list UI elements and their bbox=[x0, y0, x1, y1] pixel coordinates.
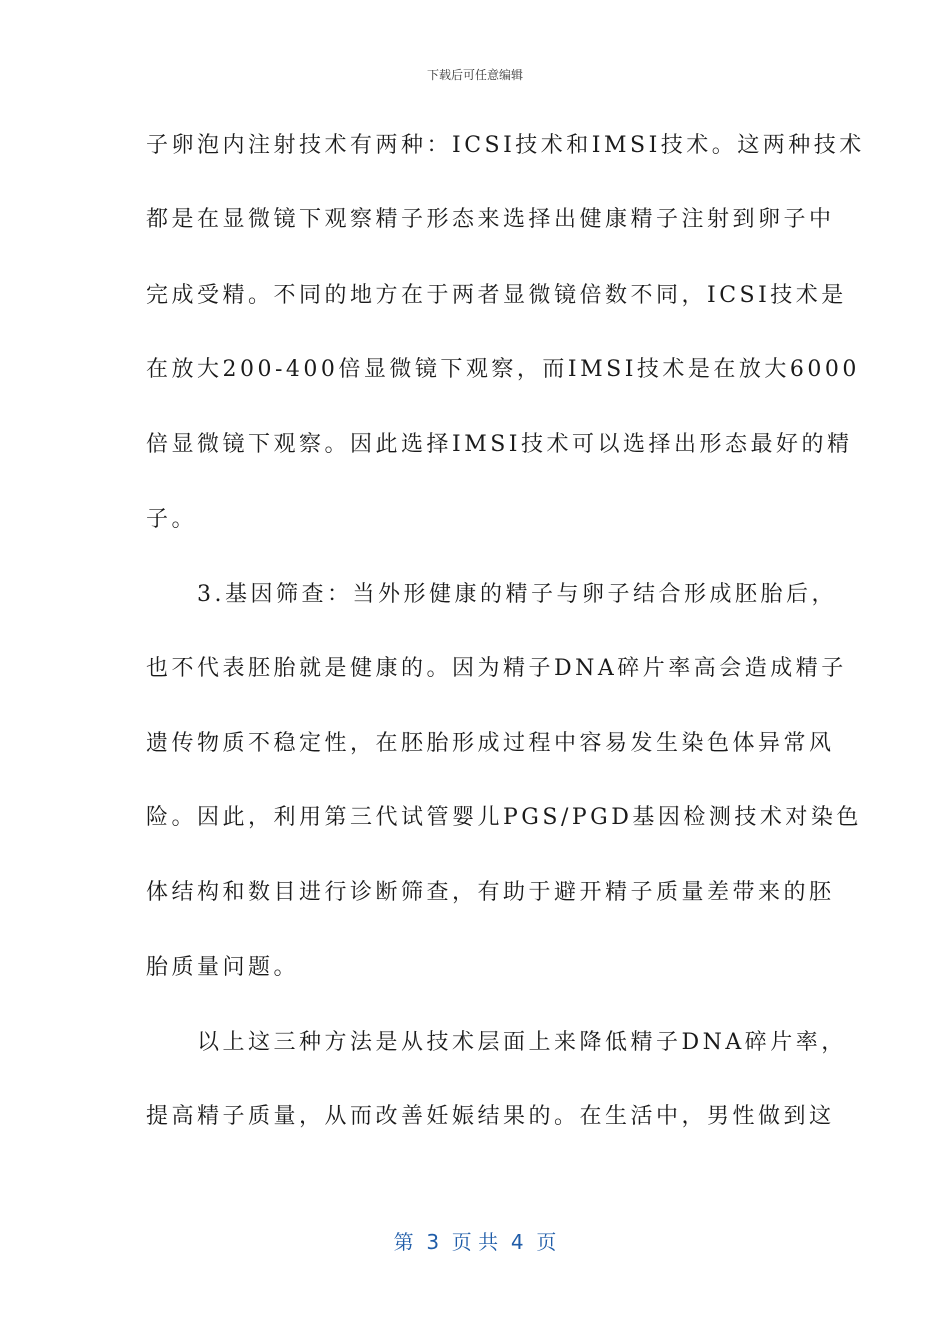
text-line: 都是在显微镜下观察精子形态来选择出健康精子注射到卵子中 bbox=[146, 207, 835, 232]
text-line: 体结构和数目进行诊断筛查，有助于避开精子质量差带来的胚 bbox=[146, 880, 835, 905]
text-line: 险。因此，利用第三代试管婴儿PGS/PGD基因检测技术对染色 bbox=[146, 805, 862, 830]
text-line: 3.基因筛查：当外形健康的精子与卵子结合形成胚胎后， bbox=[146, 582, 837, 607]
text-line: 倍显微镜下观察。因此选择IMSI技术可以选择出形态最好的精 bbox=[146, 432, 853, 457]
text-line: 完成受精。不同的地方在于两者显微镜倍数不同，ICSI技术是 bbox=[146, 283, 847, 308]
text-line: 胎质量问题。 bbox=[146, 955, 300, 980]
text-line: 以上这三种方法是从技术层面上来降低精子DNA碎片率， bbox=[146, 1030, 847, 1055]
page-header: 下载后可任意编辑 bbox=[426, 68, 523, 82]
text-line: 遗传物质不稳定性，在胚胎形成过程中容易发生染色体异常风 bbox=[146, 731, 835, 756]
text-line: 提高精子质量，从而改善妊娠结果的。在生活中，男性做到这 bbox=[146, 1104, 835, 1129]
text-line: 在放大200-400倍显微镜下观察，而IMSI技术是在放大6000 bbox=[146, 357, 860, 382]
page-number-footer: 第 3 页 共 4 页 bbox=[393, 1230, 557, 1254]
text-line: 子卵泡内注射技术有两种：ICSI技术和IMSI技术。这两种技术 bbox=[146, 133, 865, 158]
text-line: 也不代表胚胎就是健康的。因为精子DNA碎片率高会造成精子 bbox=[146, 656, 847, 681]
text-line: 子。 bbox=[146, 507, 198, 532]
